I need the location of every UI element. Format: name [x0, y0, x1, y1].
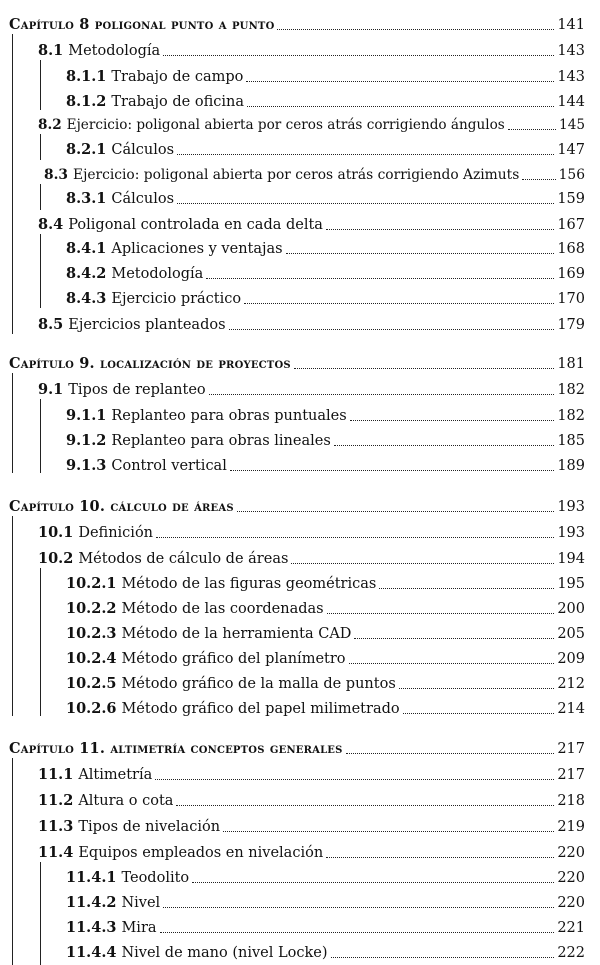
page-number: 217	[557, 767, 585, 783]
page-number: 143	[557, 69, 585, 85]
page-number: 182	[557, 382, 585, 398]
entry-title: Método gráfico del papel milimetrado	[121, 701, 400, 717]
entry-title: Trabajo de campo	[111, 69, 244, 85]
page-number: 189	[557, 458, 585, 474]
entry-number: 9.1.1	[66, 407, 107, 424]
toc-entry[interactable]	[38, 210, 585, 234]
entry-title: Equipos empleados en nivelación	[78, 845, 324, 861]
toc-entry[interactable]	[38, 518, 585, 542]
entry-number: 9.1	[38, 381, 64, 398]
entry-number: 8.2.1	[66, 141, 107, 158]
dot-leader	[155, 779, 554, 780]
dot-leader	[349, 663, 555, 664]
entry-title: Método de las figuras geométricas	[121, 576, 377, 592]
subsection-rule	[40, 399, 41, 473]
subsection-rule	[40, 862, 41, 965]
chapter-title: Capítulo 10. cálculo de áreas	[9, 498, 234, 515]
dot-leader	[326, 857, 554, 858]
page-number: 193	[557, 499, 585, 515]
entry-title: Ejercicios planteados	[68, 317, 226, 333]
chapter-heading[interactable]	[9, 10, 585, 34]
dot-leader	[286, 253, 555, 254]
page-number: 220	[557, 870, 585, 886]
entry-title: Cálculos	[111, 142, 175, 158]
entry-title: Poligonal controlada en cada delta	[68, 217, 323, 233]
page-number: 221	[557, 920, 585, 936]
entry-number: 8.1	[38, 42, 64, 59]
page-number: 220	[557, 845, 585, 861]
entry-number: 8.4.2	[66, 265, 107, 282]
dot-leader	[277, 29, 554, 30]
subsection-rule	[40, 60, 41, 110]
page-number: 195	[557, 576, 585, 592]
section-rule	[12, 758, 13, 965]
dot-leader	[192, 882, 554, 883]
page-number: 167	[557, 217, 585, 233]
toc-entry[interactable]	[44, 160, 585, 184]
entry-title: Replanteo para obras puntuales	[111, 408, 347, 424]
page-number: 222	[557, 945, 585, 961]
dot-leader	[230, 470, 554, 471]
toc-entry[interactable]	[66, 451, 585, 475]
entry-number: 11.4	[38, 844, 74, 861]
page-number: 214	[557, 701, 585, 717]
entry-title: Ejercicio: poligonal abierta por ceros atrás corrigiendo Azimuts	[73, 167, 520, 183]
dot-leader	[522, 179, 555, 180]
entry-title: Método de las coordenadas	[121, 601, 324, 617]
dot-leader	[177, 154, 554, 155]
entry-number: 8.1.1	[66, 68, 107, 85]
page-number: 219	[557, 819, 585, 835]
subsection-rule	[40, 134, 41, 160]
entry-number: 8.4	[38, 216, 64, 233]
entry-title: Definición	[78, 525, 154, 541]
entry-number: 10.2.3	[66, 625, 117, 642]
page-number: 217	[557, 741, 585, 757]
page-number: 170	[557, 291, 585, 307]
entry-number: 11.4.2	[66, 894, 117, 911]
entry-title: Replanteo para obras lineales	[111, 433, 331, 449]
entry-number: 11.4.1	[66, 869, 117, 886]
page-number: 156	[558, 167, 585, 183]
entry-title: Método de la herramienta CAD	[121, 626, 352, 642]
dot-leader	[294, 368, 555, 369]
entry-title: Trabajo de oficina	[111, 94, 244, 110]
dot-leader	[156, 537, 554, 538]
dot-leader	[334, 445, 555, 446]
toc-entry[interactable]	[66, 594, 585, 618]
entry-title: Tipos de nivelación	[78, 819, 221, 835]
dot-leader	[206, 278, 554, 279]
toc-entry[interactable]	[38, 544, 585, 568]
entry-number: 10.2.5	[66, 675, 117, 692]
entry-number: 11.1	[38, 766, 74, 783]
dot-leader	[326, 229, 554, 230]
page-number: 205	[557, 626, 585, 642]
entry-number: 8.4.1	[66, 240, 107, 257]
page-number: 179	[557, 317, 585, 333]
dot-leader	[331, 957, 555, 958]
toc-entry[interactable]	[66, 259, 585, 283]
entry-number: 11.4.3	[66, 919, 117, 936]
entry-title: Altimetría	[78, 767, 153, 783]
toc-entry[interactable]	[38, 760, 585, 784]
page-number: 209	[557, 651, 585, 667]
page-number: 218	[557, 793, 585, 809]
entry-title: Método gráfico del planímetro	[121, 651, 346, 667]
dot-leader	[229, 329, 555, 330]
entry-number: 11.2	[38, 792, 74, 809]
toc-entry[interactable]	[66, 888, 585, 912]
entry-number: 8.2	[38, 117, 62, 133]
entry-number: 8.5	[38, 316, 64, 333]
entry-number: 9.1.3	[66, 457, 107, 474]
toc-entry[interactable]	[38, 375, 585, 399]
dot-leader	[246, 81, 554, 82]
toc-entry[interactable]	[66, 184, 585, 208]
page-number: 143	[557, 43, 585, 59]
chapter-title: Capítulo 9. localización de proyectos	[9, 355, 291, 372]
toc-entry[interactable]	[66, 62, 585, 86]
entry-title: Metodología	[68, 43, 161, 59]
section-rule	[12, 516, 13, 716]
entry-title: Mira	[121, 920, 157, 936]
page-number: 141	[557, 17, 585, 33]
entry-number: 10.2	[38, 550, 74, 567]
toc-entry[interactable]	[66, 135, 585, 159]
entry-number: 10.1	[38, 524, 74, 541]
toc-entry[interactable]	[66, 569, 585, 593]
page-number: 145	[559, 117, 585, 133]
entry-title: Control vertical	[111, 458, 227, 474]
entry-number: 8.4.3	[66, 290, 107, 307]
page-number: 193	[557, 525, 585, 541]
page-number: 194	[557, 551, 585, 567]
entry-title: Metodología	[111, 266, 204, 282]
toc-entry[interactable]	[38, 36, 585, 60]
toc-entry[interactable]	[38, 812, 585, 836]
toc-entry[interactable]	[38, 310, 585, 334]
page-number: 181	[557, 356, 585, 372]
chapter-title: Capítulo 11. altimetría conceptos generales	[9, 740, 343, 757]
entry-title: Tipos de replanteo	[68, 382, 206, 398]
dot-leader	[163, 907, 554, 908]
entry-title: Aplicaciones y ventajas	[111, 241, 283, 257]
dot-leader	[160, 932, 555, 933]
toc-entry[interactable]	[66, 234, 585, 258]
page-number: 144	[557, 94, 585, 110]
toc-entry[interactable]	[66, 694, 585, 718]
dot-leader	[177, 203, 554, 204]
entry-title: Métodos de cálculo de áreas	[78, 551, 289, 567]
dot-leader	[176, 805, 554, 806]
page-number: 220	[557, 895, 585, 911]
dot-leader	[244, 303, 554, 304]
page-number: 200	[557, 601, 585, 617]
toc-entry[interactable]	[38, 110, 585, 134]
chapter-heading[interactable]	[9, 734, 585, 758]
dot-leader	[379, 588, 554, 589]
chapter-heading[interactable]	[9, 492, 585, 516]
entry-number: 8.3.1	[66, 190, 107, 207]
dot-leader	[354, 638, 554, 639]
page-number: 168	[557, 241, 585, 257]
dot-leader	[327, 613, 555, 614]
subsection-rule	[40, 568, 41, 716]
chapter-title: Capítulo 8 poligonal punto a punto	[9, 16, 275, 33]
toc-entry[interactable]	[66, 863, 585, 887]
dot-leader	[350, 420, 555, 421]
entry-title: Teodolito	[121, 870, 190, 886]
toc-entry[interactable]	[66, 669, 585, 693]
entry-title: Nivel	[121, 895, 161, 911]
dot-leader	[403, 713, 555, 714]
page-number: 147	[557, 142, 585, 158]
entry-number: 10.2.4	[66, 650, 117, 667]
entry-title: Altura o cota	[78, 793, 174, 809]
toc-entry[interactable]	[66, 644, 585, 668]
section-rule	[12, 373, 13, 473]
entry-title: Ejercicio práctico	[111, 291, 242, 307]
entry-title: Ejercicio: poligonal abierta por ceros atrás corrigiendo ángulos	[66, 117, 505, 133]
entry-title: Cálculos	[111, 191, 175, 207]
toc-entry[interactable]	[38, 838, 585, 862]
dot-leader	[508, 129, 556, 130]
page-number: 159	[557, 191, 585, 207]
entry-number: 8.1.2	[66, 93, 107, 110]
dot-leader	[223, 831, 554, 832]
section-rule	[12, 34, 13, 334]
toc-entry[interactable]	[66, 426, 585, 450]
toc-entry[interactable]	[66, 401, 585, 425]
dot-leader	[237, 511, 555, 512]
dot-leader	[163, 55, 554, 56]
entry-number: 10.2.2	[66, 600, 117, 617]
entry-number: 11.3	[38, 818, 74, 835]
subsection-rule	[40, 184, 41, 210]
dot-leader	[209, 394, 555, 395]
chapter-heading[interactable]	[9, 349, 585, 373]
dot-leader	[247, 106, 554, 107]
toc-entry[interactable]	[66, 938, 585, 962]
entry-number: 10.2.1	[66, 575, 117, 592]
entry-title: Método gráfico de la malla de puntos	[121, 676, 396, 692]
toc-entry[interactable]	[66, 913, 585, 937]
entry-number: 11.4.4	[66, 944, 117, 961]
dot-leader	[346, 753, 555, 754]
entry-title: Nivel de mano (nivel Locke)	[121, 945, 328, 961]
toc-entry[interactable]	[38, 786, 585, 810]
page-number: 185	[557, 433, 585, 449]
toc-entry[interactable]	[66, 284, 585, 308]
toc-entry[interactable]	[66, 619, 585, 643]
entry-number: 8.3	[44, 167, 69, 183]
subsection-rule	[40, 234, 41, 308]
page-number: 182	[557, 408, 585, 424]
entry-number: 9.1.2	[66, 432, 107, 449]
page-number: 169	[557, 266, 585, 282]
dot-leader	[291, 563, 554, 564]
entry-number: 10.2.6	[66, 700, 117, 717]
toc-entry[interactable]	[66, 87, 585, 111]
page-number: 212	[557, 676, 585, 692]
dot-leader	[399, 688, 555, 689]
